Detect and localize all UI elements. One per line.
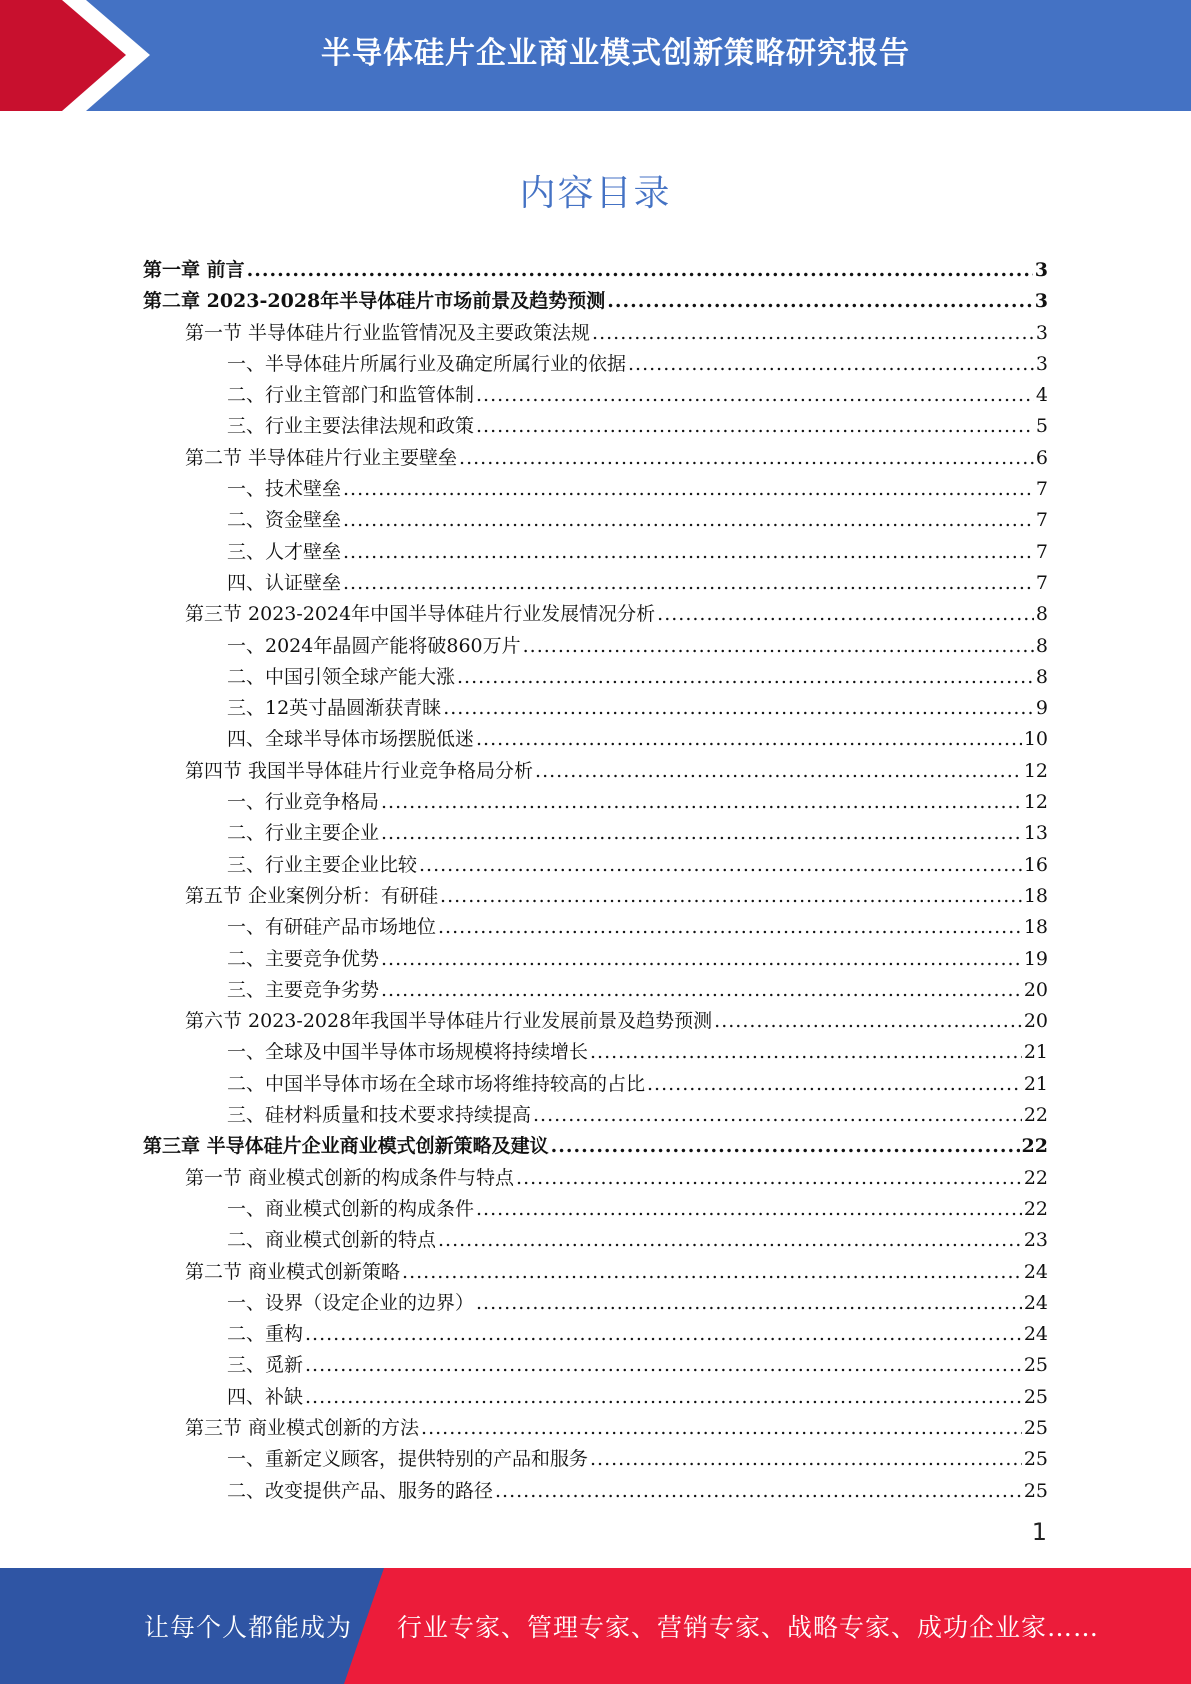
toc-entry-page: 3: [1035, 352, 1048, 375]
toc-entry-page: 12: [1023, 759, 1048, 782]
toc-entry-title: 一、全球及中国半导体市场规模将持续增长: [227, 1041, 589, 1064]
toc-entry-title: 三、觅新: [227, 1354, 304, 1377]
toc-entry-title: 一、重新定义顾客，提供特别的产品和服务: [227, 1448, 589, 1471]
toc-entry-title: 二、中国半导体市场在全球市场将维持较高的占比: [227, 1072, 646, 1095]
dot-leader: [419, 854, 1022, 876]
toc-entry-title: 三、行业主要法律法规和政策: [227, 415, 475, 438]
toc-entry-title: 第三节 商业模式创新的方法: [185, 1416, 420, 1439]
toc-entry[interactable]: [143, 1163, 1048, 1194]
toc-entry-page: 4: [1035, 384, 1048, 407]
toc-entry[interactable]: [143, 349, 1048, 380]
toc-entry-page: 8: [1035, 665, 1048, 688]
toc-entry-title: 二、商业模式创新的特点: [227, 1229, 437, 1252]
dot-leader: [714, 1010, 1022, 1032]
dot-leader: [343, 478, 1034, 500]
dot-leader: [421, 1417, 1022, 1439]
toc-entry-title: 第三章 半导体硅片企业商业模式创新策略及建议: [143, 1135, 549, 1158]
dot-leader: [305, 1354, 1022, 1376]
toc-entry-page: 24: [1023, 1260, 1048, 1283]
toc-entry-title: 第一章 前言: [143, 259, 245, 281]
toc-entry[interactable]: [143, 1288, 1048, 1319]
toc-entry-page: 24: [1023, 1323, 1048, 1346]
toc-entry[interactable]: [143, 975, 1048, 1006]
toc-entry-page: 19: [1023, 947, 1048, 970]
toc-entry-title: 三、主要竞争劣势: [227, 978, 380, 1001]
toc-entry-title: 第五节 企业案例分析：有研硅: [185, 884, 439, 907]
toc-entry-title: 第三节 2023-2024年中国半导体硅片行业发展情况分析: [185, 603, 656, 626]
toc-entry-title: 四、全球半导体市场摆脱低迷: [227, 728, 475, 751]
footer-slogan-right: 行业专家、管理专家、营销专家、战略专家、成功企业家……: [397, 1613, 1100, 1642]
dot-leader: [516, 1167, 1022, 1189]
dot-leader: [343, 541, 1034, 563]
toc-entry[interactable]: [143, 944, 1048, 975]
toc-entry-title: 第一节 半导体硅片行业监管情况及主要政策法规: [185, 321, 591, 344]
dot-leader: [535, 760, 1022, 782]
toc-entry-page: 25: [1023, 1448, 1048, 1471]
toc-entry[interactable]: [143, 1257, 1048, 1288]
toc-entry-title: 一、行业竞争格局: [227, 791, 380, 814]
toc-entry[interactable]: [143, 380, 1048, 411]
toc-entry[interactable]: [143, 756, 1048, 787]
dot-leader: [590, 1448, 1022, 1470]
toc-entry-title: 第四节 我国半导体硅片行业竞争格局分析: [185, 759, 534, 782]
toc-entry[interactable]: [143, 1037, 1048, 1068]
dot-leader: [305, 1386, 1022, 1408]
toc-entry[interactable]: [143, 724, 1048, 755]
toc-entry-title: 二、改变提供产品、服务的路径: [227, 1479, 494, 1502]
toc-entry-page: 3: [1034, 290, 1048, 313]
toc-entry-page: 6: [1035, 446, 1048, 469]
toc-entry-title: 第二节 半导体硅片行业主要壁垒: [185, 446, 458, 469]
dot-leader: [438, 1229, 1022, 1251]
toc-entry-title: 一、半导体硅片所属行业及确定所属行业的依据: [227, 352, 627, 375]
dot-leader: [305, 1323, 1022, 1345]
toc-entry[interactable]: [143, 1194, 1048, 1225]
toc-entry[interactable]: [143, 286, 1048, 317]
toc-entry-title: 二、主要竞争优势: [227, 947, 380, 970]
toc-entry[interactable]: [143, 1319, 1048, 1350]
toc-entry-title: 二、重构: [227, 1323, 304, 1346]
toc-entry[interactable]: [143, 1225, 1048, 1256]
dot-leader: [495, 1480, 1022, 1502]
dot-leader: [402, 1261, 1022, 1283]
dot-leader: [440, 885, 1022, 907]
toc-entry[interactable]: [143, 1350, 1048, 1381]
dot-leader: [443, 697, 1034, 719]
toc-entry[interactable]: [143, 818, 1048, 849]
toc-entry-page: 7: [1035, 571, 1048, 594]
toc-entry[interactable]: [143, 318, 1048, 349]
dot-leader: [647, 1073, 1022, 1095]
toc-entry-page: 5: [1035, 415, 1048, 438]
dot-leader: [523, 635, 1034, 657]
toc-entry-page: 12: [1023, 791, 1048, 814]
dot-leader: [628, 353, 1034, 375]
toc-entry-title: 四、补缺: [227, 1385, 304, 1408]
dot-leader: [457, 666, 1034, 688]
toc-entry-title: 二、行业主管部门和监管体制: [227, 384, 475, 407]
dot-leader: [343, 509, 1034, 531]
dot-leader: [381, 948, 1022, 970]
toc-entry-page: 9: [1035, 697, 1048, 720]
toc-entry-page: 16: [1023, 853, 1048, 876]
toc-entry-title: 一、技术壁垒: [227, 478, 342, 501]
toc-entry-title: 一、设界（设定企业的边界）: [227, 1291, 475, 1314]
toc-entry[interactable]: [143, 474, 1048, 505]
toc-entry-title: 第二节 商业模式创新策略: [185, 1260, 401, 1283]
dot-leader: [381, 791, 1022, 813]
dot-leader: [607, 290, 1033, 312]
toc-entry-page: 24: [1023, 1291, 1048, 1314]
toc-entry-page: 22: [1023, 1104, 1048, 1127]
footer-band: [0, 1568, 1191, 1684]
table-of-contents: [143, 255, 1048, 1507]
toc-entry[interactable]: [143, 693, 1048, 724]
toc-entry-page: 25: [1023, 1416, 1048, 1439]
dot-leader: [476, 415, 1034, 437]
toc-entry-title: 第六节 2023-2028年我国半导体硅片行业发展前景及趋势预测: [185, 1010, 713, 1033]
toc-entry-page: 20: [1023, 978, 1048, 1001]
toc-entry[interactable]: [143, 1444, 1048, 1475]
dot-leader: [657, 603, 1034, 625]
dot-leader: [476, 384, 1034, 406]
toc-heading: 内容目录: [519, 173, 672, 214]
toc-entry-page: 25: [1023, 1479, 1048, 1502]
toc-entry-page: 18: [1023, 884, 1048, 907]
toc-entry[interactable]: [143, 411, 1048, 442]
toc-entry-title: 三、人才壁垒: [227, 540, 342, 563]
toc-entry-title: 三、12英寸晶圆渐获青睐: [227, 697, 442, 720]
report-title: 半导体硅片企业商业模式创新策略研究报告: [321, 36, 910, 71]
toc-entry-page: 22: [1021, 1135, 1048, 1158]
toc-entry-title: 一、2024年晶圆产能将破860万片: [227, 634, 521, 657]
toc-entry[interactable]: [143, 537, 1048, 568]
toc-entry-page: 18: [1023, 916, 1048, 939]
toc-entry[interactable]: [143, 599, 1048, 630]
dot-leader: [476, 1292, 1022, 1314]
dot-leader: [533, 1104, 1022, 1126]
toc-entry-title: 一、商业模式创新的构成条件: [227, 1197, 475, 1220]
dot-leader: [247, 259, 1033, 281]
footer-slogan-left: 让每个人都能成为: [144, 1613, 353, 1642]
toc-entry-page: 10: [1023, 728, 1048, 751]
toc-entry-page: 7: [1035, 509, 1048, 532]
toc-entry-title: 第二章 2023-2028年半导体硅片市场前景及趋势预测: [143, 290, 606, 313]
toc-entry[interactable]: [143, 1382, 1048, 1413]
toc-entry[interactable]: [143, 1006, 1048, 1037]
toc-entry[interactable]: [143, 255, 1048, 286]
toc-entry-title: 三、硅材料质量和技术要求持续提高: [227, 1104, 532, 1127]
header-band: [0, 0, 1191, 111]
dot-leader: [476, 728, 1022, 750]
toc-entry-page: 13: [1023, 822, 1048, 845]
toc-entry[interactable]: [143, 1100, 1048, 1131]
dot-leader: [343, 572, 1034, 594]
toc-entry[interactable]: [143, 1069, 1048, 1100]
toc-entry-title: 二、行业主要企业: [227, 822, 380, 845]
toc-entry[interactable]: [143, 662, 1048, 693]
toc-entry-page: 25: [1023, 1385, 1048, 1408]
toc-entry[interactable]: [143, 568, 1048, 599]
dot-leader: [476, 1198, 1022, 1220]
page-number: 1: [1031, 1518, 1047, 1546]
toc-entry-page: 7: [1035, 540, 1048, 563]
dot-leader: [459, 447, 1034, 469]
dot-leader: [438, 916, 1022, 938]
toc-entry-page: 21: [1023, 1072, 1048, 1095]
toc-entry-page: 21: [1023, 1041, 1048, 1064]
toc-entry-page: 8: [1035, 634, 1048, 657]
toc-entry[interactable]: [143, 1413, 1048, 1444]
toc-entry-page: 8: [1035, 603, 1048, 626]
dot-leader: [381, 822, 1022, 844]
toc-entry-title: 第一节 商业模式创新的构成条件与特点: [185, 1166, 515, 1189]
dot-leader: [551, 1135, 1020, 1157]
toc-entry[interactable]: [143, 912, 1048, 943]
toc-entry-page: 25: [1023, 1354, 1048, 1377]
toc-entry-title: 四、认证壁垒: [227, 571, 342, 594]
toc-entry[interactable]: [143, 505, 1048, 536]
toc-entry-title: 一、有研硅产品市场地位: [227, 916, 437, 939]
toc-entry-page: 22: [1023, 1166, 1048, 1189]
toc-entry-title: 二、资金壁垒: [227, 509, 342, 532]
toc-entry-page: 3: [1034, 259, 1048, 281]
toc-entry[interactable]: [143, 787, 1048, 818]
toc-entry-page: 3: [1035, 321, 1048, 344]
toc-entry[interactable]: [143, 631, 1048, 662]
toc-entry[interactable]: [143, 850, 1048, 881]
toc-entry-page: 22: [1023, 1197, 1048, 1220]
toc-entry-page: 7: [1035, 478, 1048, 501]
toc-entry-title: 三、行业主要企业比较: [227, 853, 418, 876]
toc-entry-title: 二、中国引领全球产能大涨: [227, 665, 456, 688]
dot-leader: [590, 1041, 1022, 1063]
toc-entry[interactable]: [143, 443, 1048, 474]
dot-leader: [592, 322, 1034, 344]
toc-entry-page: 23: [1023, 1229, 1048, 1252]
toc-entry[interactable]: [143, 1476, 1048, 1507]
toc-entry[interactable]: [143, 881, 1048, 912]
dot-leader: [381, 979, 1022, 1001]
toc-entry[interactable]: [143, 1131, 1048, 1162]
toc-entry-page: 20: [1023, 1010, 1048, 1033]
